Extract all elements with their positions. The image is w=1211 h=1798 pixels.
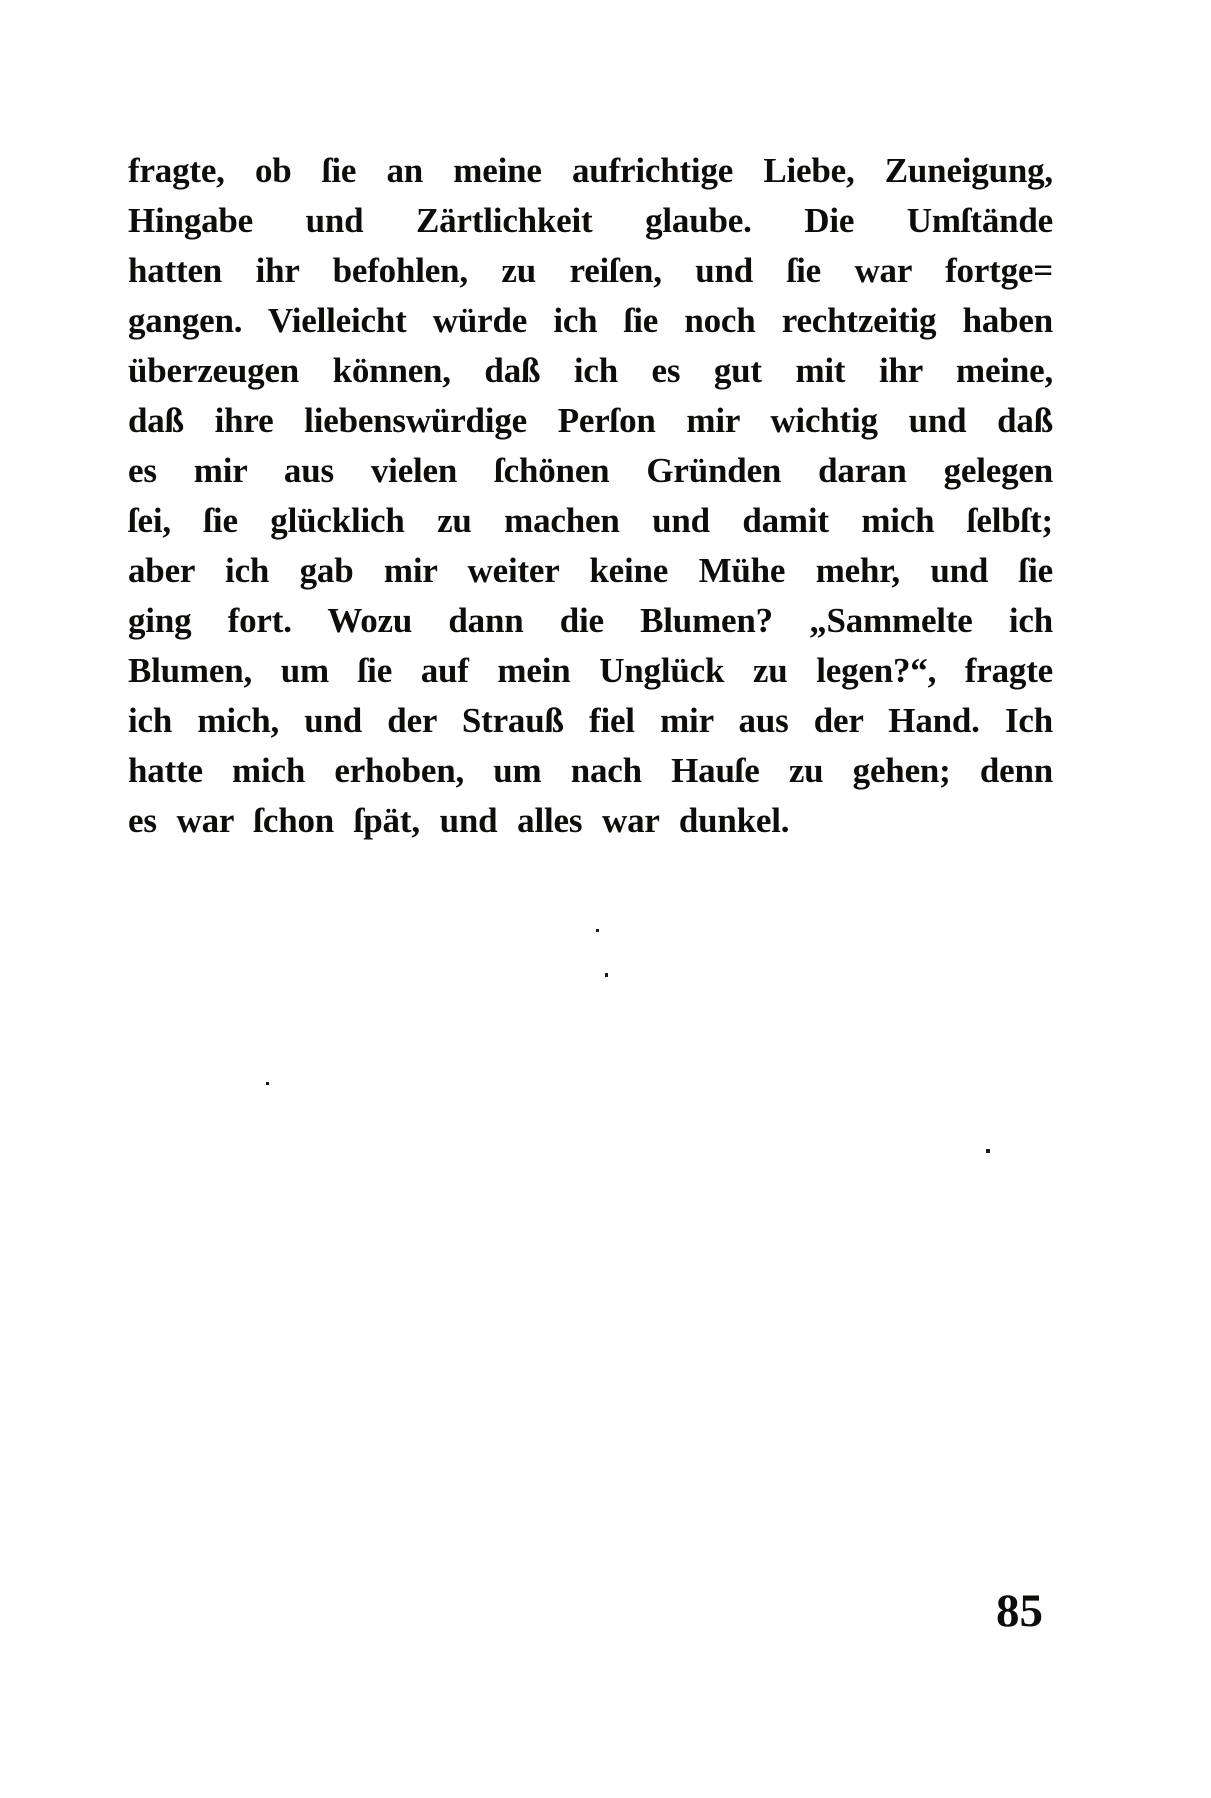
- text-block: [128, 146, 1053, 846]
- text-line: daß ihre liebenswürdige Perſon mir wichtig und daß: [128, 401, 1053, 440]
- text-line: fragte, ob ſie an meine aufrichtige Liebe, Zuneigung,: [128, 151, 1053, 190]
- text-line: es war ſchon ſpät, und alles war dunkel.: [128, 801, 790, 840]
- text-line: Hingabe und Zärtlichkeit glaube. Die Umſtände: [128, 201, 1053, 240]
- text-line: hatte mich erhoben, um nach Hauſe zu gehen; denn: [128, 751, 1053, 790]
- text-line: ging fort. Wozu dann die Blumen? „Sammelte ich: [128, 601, 1053, 640]
- scan-speck: [605, 973, 608, 977]
- text-line: es mir aus vielen ſchönen Gründen daran gelegen: [128, 451, 1053, 490]
- page-number: 85: [996, 1585, 1043, 1637]
- text-line: Blumen, um ſie auf mein Unglück zu legen?“, fragte: [128, 651, 1053, 690]
- text-line: überzeugen können, daß ich es gut mit ihr meine,: [128, 351, 1053, 390]
- scan-speck: [596, 929, 599, 932]
- text-line: gangen. Vielleicht würde ich ſie noch rechtzeitig haben: [128, 301, 1053, 340]
- scan-speck: [986, 1149, 990, 1153]
- text-line: ſei, ſie glücklich zu machen und damit mich ſelbſt;: [128, 501, 1053, 540]
- scan-speck: [266, 1082, 269, 1085]
- text-line: hatten ihr befohlen, zu reiſen, und ſie war fortge=: [128, 251, 1053, 290]
- text-line: ich mich, und der Strauß fiel mir aus der Hand. Ich: [128, 701, 1053, 740]
- text-line: aber ich gab mir weiter keine Mühe mehr, und ſie: [128, 551, 1053, 590]
